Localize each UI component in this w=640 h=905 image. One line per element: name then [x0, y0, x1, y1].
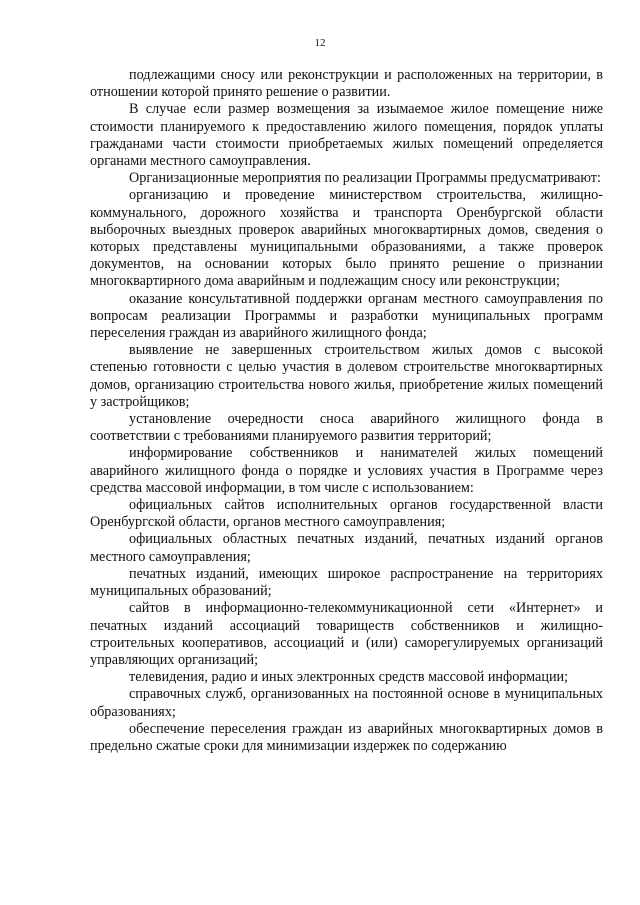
paragraph: оказание консультативной поддержки органам местного самоуправления по вопросам реализации Программы и разработки муниципальных программ переселения граждан из аварийного жилищного фонда;: [90, 290, 603, 342]
paragraph: справочных служб, организованных на постоянной основе в муниципальных образованиях;: [90, 686, 603, 720]
paragraph: сайтов в информационно-телекоммуникационной сети «Интернет» и печатных изданий ассоциаций товариществ собственников и жилищно-строительных кооперативов, ассоциаций и (или) саморегулируемых организаций управляющих организаций;: [90, 600, 603, 668]
page-number: 12: [314, 37, 326, 49]
paragraph: официальных областных печатных изданий, печатных изданий органов местного самоуправления;: [90, 531, 603, 565]
paragraph: установление очередности сноса аварийного жилищного фонда в соответствии с требованиями планируемого развития территорий;: [90, 411, 603, 445]
paragraph: Организационные мероприятия по реализации Программы предусматривают:: [129, 170, 601, 187]
paragraph: организацию и проведение министерством строительства, жилищно-коммунального, дорожного хозяйства и транспорта Оренбургской области выборочных выездных проверок аварийных многоквартирных домов, сведения о которых представлены муниципальными образованиями, а также проверок документов, на основании которых было принято решение о признании многоквартирного дома аварийным и подлежащим сносу или реконструкции;: [90, 187, 603, 290]
document-body: [90, 67, 603, 755]
paragraph: выявление не завершенных строительством жилых домов с высокой степенью готовности с целью участия в долевом строительстве многоквартирных домов, организацию строительства нового жилья, приобретение жилых помещений у застройщиков;: [90, 342, 603, 410]
paragraph: печатных изданий, имеющих широкое распространение на территориях муниципальных образований;: [90, 565, 603, 600]
paragraph: телевидения, радио и иных электронных средств массовой информации;: [129, 669, 569, 686]
paragraph: официальных сайтов исполнительных органов государственной власти Оренбургской области, органов местного самоуправления;: [90, 497, 603, 531]
paragraph: В случае если размер возмещения за изымаемое жилое помещение ниже стоимости планируемого к предоставлению жилого помещения, порядок уплаты гражданами части стоимости приобретаемых жилых помещений определяется органами местного самоуправления.: [90, 101, 603, 170]
paragraph: подлежащими сносу или реконструкции и расположенных на территории, в отношении которой принято решение о развитии.: [90, 67, 603, 101]
paragraph: обеспечение переселения граждан из аварийных многоквартирных домов в предельно сжатые сроки для минимизации издержек по содержанию: [90, 720, 603, 754]
paragraph: информирование собственников и нанимателей жилых помещений аварийного жилищного фонда о порядке и условиях участия в Программе через средства массовой информации, в том числе с использованием:: [90, 445, 603, 496]
